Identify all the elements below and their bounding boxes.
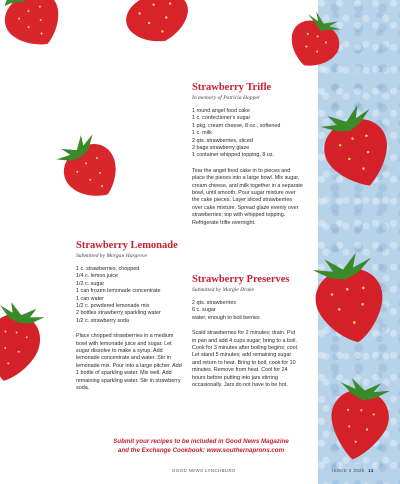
ingredient-item: 1 container whipped topping, 8 oz. xyxy=(192,152,275,159)
recipe-title: Strawberry Preserves xyxy=(192,274,290,285)
recipe-dedication: In memory of Patricia Hopper xyxy=(192,95,261,101)
strawberry-image-top-right xyxy=(280,8,352,72)
submission-note-line: and the Exchange Cookbook: www.southernaprons.com xyxy=(117,447,285,454)
issue-info xyxy=(332,468,374,473)
ingredient-item: 1 can frozen lemonade concentrate xyxy=(76,288,161,295)
recipe-strawberry-trifle xyxy=(192,82,304,227)
ingredient-item: 2 bags strawberry glaze xyxy=(192,145,250,152)
ingredient-item: 1/2 c. strawberry soda xyxy=(76,317,130,324)
ingredient-item: 1 can water xyxy=(76,295,104,302)
strawberry-image-right-lower xyxy=(290,248,400,358)
recipe-submitter: Submitted by Margie Drake xyxy=(192,287,255,293)
strawberry-image-top-center xyxy=(110,0,206,48)
ingredient-item: water, enough to boil berries xyxy=(192,314,260,321)
recipe-instructions: Scald strawberries for 2 minutes; drain. Put in pan and add 4 cups sugar; bring to a boil. Cook for 3 minutes after boiling begins; cool. Let stand 5 minutes; add remaining sugar and return to heat. Bring to boil; cook for 10 minutes. Remove from heat. Cool for 24 hours before putting into jars stirring occasionally. Jars do not have to be hot. xyxy=(192,330,299,389)
ingredient-item: 1 c. strawberries, chopped xyxy=(76,266,140,272)
ingredient-item: 2 bottles strawberry sparkling water xyxy=(76,310,161,317)
recipe-instructions: Place chopped strawberries in a medium bowl with lemonade juice and sugar. Let sugar dissolve to make a syrup. Add lemonade concentrate and water. Stir in lemonade mix. Pour into a large pitcher. Add 1 bottle of sparkling water. Mix well. Add remaining sparkling water. Stir in strawberry soda. xyxy=(76,333,182,392)
strawberry-image-left-lower xyxy=(0,300,46,392)
strawberry-image-left-middle xyxy=(52,132,128,206)
strawberry-image-top-left xyxy=(0,0,72,52)
ingredient-item: 1/2 c. powdered lemonade mix xyxy=(76,303,150,310)
ingredient-item: 1/2 c. sugar xyxy=(76,280,105,287)
recipe-strawberry-preserves xyxy=(192,274,300,389)
ingredient-item: 2 qts. strawberries, sliced xyxy=(192,137,253,144)
ingredient-item: 1/4 c. lemon juice xyxy=(76,273,118,280)
issue-label: ISSUE 5 2025 xyxy=(332,468,365,473)
ingredient-item: 6 c. sugar xyxy=(192,307,216,314)
ingredient-list xyxy=(76,266,182,325)
recipe-title: Strawberry Lemonade xyxy=(76,240,178,251)
recipe-instructions: Tear the angel food cake in to pieces and place the pieces into a large bowl. Mix sugar, cream cheese, and milk together in a separate bowl, until smooth. Pour sugar mixture over the cake pieces. Layer sliced strawberries over cake mixture. Spread glaze evenly over strawberries; top with whipped topping. Refrigerate trifle overnight. xyxy=(192,167,303,226)
ingredient-item: 1 c. milk xyxy=(192,130,212,137)
publication-name: GOOD NEWS LYNCHBURG xyxy=(172,468,236,473)
ingredient-item: 1 pkg. cream cheese, 8 oz., softened xyxy=(192,122,281,129)
ingredient-list xyxy=(192,300,300,322)
ingredient-item: 1 c. confectioner's sugar xyxy=(192,115,251,122)
strawberry-image-bottom-right xyxy=(318,376,400,470)
submission-note-line: Submit your recipes to be included in Good News Magazine xyxy=(113,438,289,445)
ingredient-item: 1 round angel food cake xyxy=(192,108,250,114)
recipe-strawberry-lemonade xyxy=(76,240,182,393)
recipe-submitter: Submitted by Morgan Hargrove xyxy=(76,253,147,259)
submission-note xyxy=(66,437,336,455)
ingredient-item: 2 qts. strawberries xyxy=(192,300,237,306)
strawberry-image-right-upper xyxy=(312,100,400,196)
recipe-title: Strawberry Trifle xyxy=(192,82,272,93)
page-number: 11 xyxy=(368,468,374,473)
ingredient-list xyxy=(192,108,304,160)
